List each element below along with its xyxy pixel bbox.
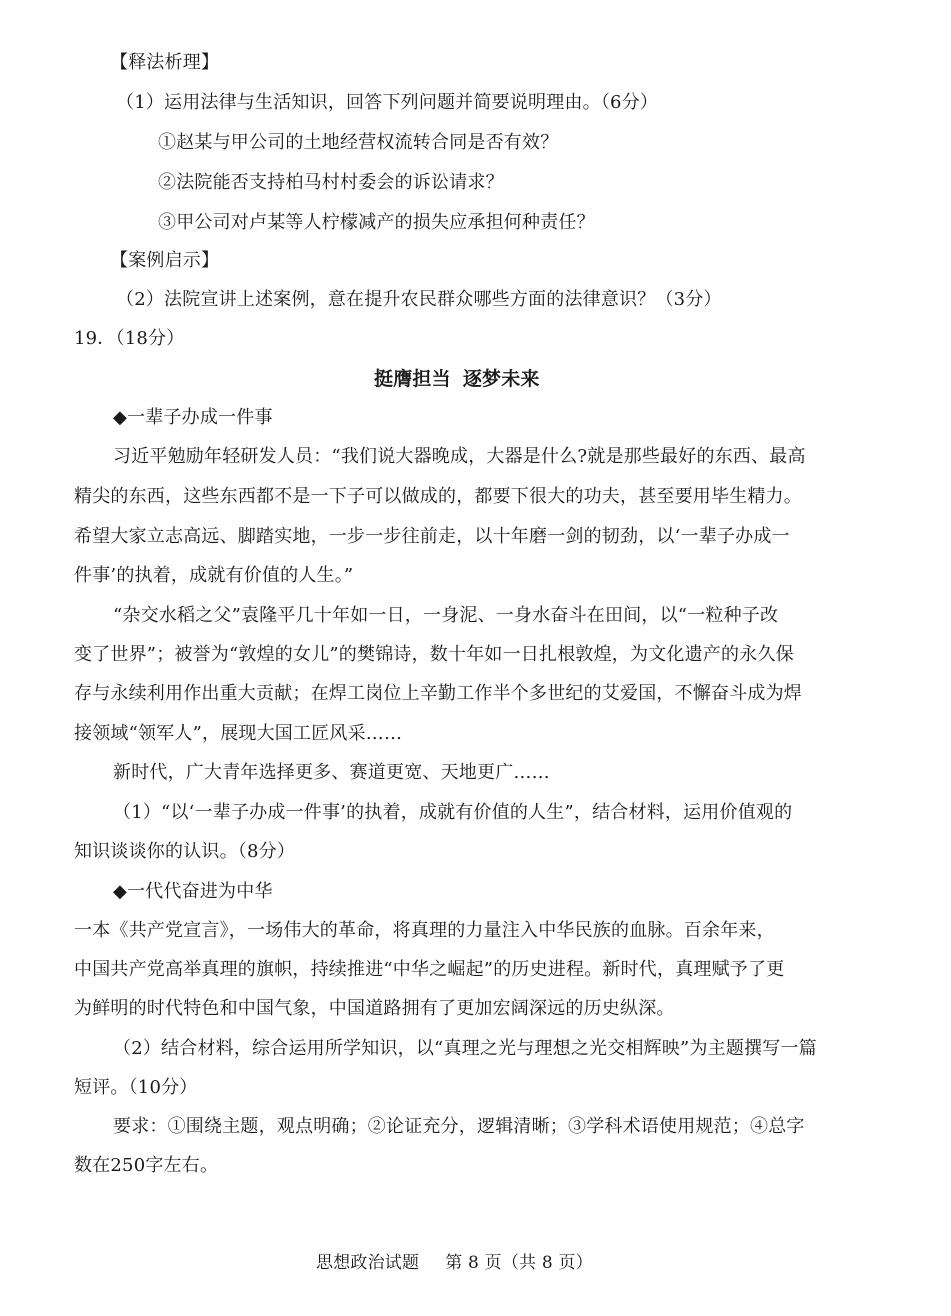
section-heading-law: 【释法析理】 <box>110 52 220 73</box>
question-19-part-1-line-2: 知识谈谈你的认识。（8分） <box>74 841 296 862</box>
question-19-part-2-line-1: （2）结合材料，综合运用所学知识，以“真理之光与理想之光交相辉映”为主题撰写一篇 <box>113 1038 817 1059</box>
question-number: 19． <box>74 328 116 349</box>
paragraph-4-line-3: 为鲜明的时代特色和中国气象，中国道路拥有了更加宏阔深远的历史纵深。 <box>74 998 675 1019</box>
sub-question-1: ①赵某与甲公司的土地经营权流转合同是否有效？ <box>158 132 559 153</box>
question-18-part-2: （2）法院宣讲上述案例，意在提升农民群众哪些方面的法律意识？（3分） <box>116 289 722 310</box>
subsection-heading-2: ◆一代代奋进为中华 <box>113 881 273 902</box>
paragraph-2-line-3: 存与永续利用作出重大贡献；在焊工岗位上辛勤工作半个多世纪的艾爱国，不懈奋斗成为焊 <box>74 683 802 704</box>
footer-page-number: 第 8 页（共 8 页） <box>445 1253 593 1273</box>
sub-question-3: ③甲公司对卢某等人柠檬减产的损失应承担何种责任？ <box>158 212 595 233</box>
paragraph-1-line-2: 精尖的东西，这些东西都不是一下子可以做成的，都要下很大的功夫，甚至要用毕生精力。 <box>74 486 802 507</box>
page-footer <box>316 1251 593 1275</box>
footer-subject: 思想政治试题 <box>316 1253 420 1273</box>
question-19-header <box>74 327 184 351</box>
question-19-part-1-line-1: （1）“以‘一辈子办成一件事’的执着，成就有价值的人生”，结合材料，运用价值观的 <box>113 802 793 823</box>
paragraph-4-line-1: 一本《共产党宣言》，一场伟大的革命，将真理的力量注入中华民族的血脉。百余年来， <box>74 920 775 941</box>
question-score: （18分） <box>115 328 185 349</box>
question-18-part-1: （1）运用法律与生活知识，回答下列问题并简要说明理由。（6分） <box>116 92 659 113</box>
paragraph-2-line-2: 变了世界”；被誉为“敦煌的女儿”的樊锦诗，数十年如一日扎根敦煌，为文化遗产的永久保 <box>74 644 794 665</box>
paragraph-2-line-4: 接领域“领军人”，展现大国工匠风采…… <box>74 723 403 744</box>
paragraph-4-line-2: 中国共产党高举真理的旗帜，持续推进“中华之崛起”的历史进程。新时代，真理赋予了更 <box>74 959 785 980</box>
paragraph-1-line-1: 习近平勉励年轻研发人员：“我们说大器晚成，大器是什么?就是那些最好的东西、最高 <box>113 446 806 467</box>
paragraph-1-line-4: 件事’的执着，成就有价值的人生。” <box>74 565 354 586</box>
paragraph-3: 新时代，广大青年选择更多、赛道更宽、天地更广…… <box>113 762 550 783</box>
question-19-part-2-line-2: 短评。（10分） <box>74 1077 198 1098</box>
requirements-line-1: 要求：①围绕主题，观点明确；②论证充分，逻辑清晰；③学科术语使用规范；④总字 <box>113 1116 805 1137</box>
paragraph-1-line-3: 希望大家立志高远、脚踏实地，一步一步往前走，以十年磨一剑的韧劲，以‘一辈子办成一 <box>74 526 790 547</box>
paragraph-2-line-1: “杂交水稻之父”袁隆平几十年如一日，一身泥、一身水奋斗在田间，以“一粒种子改 <box>113 605 779 626</box>
material-title <box>374 367 540 391</box>
subsection-heading-1: ◆一辈子办成一件事 <box>113 407 273 428</box>
material-title-part-a: 挺膺担当 <box>374 368 451 390</box>
material-title-part-b: 逐梦未来 <box>462 368 540 390</box>
section-heading-case: 【案例启示】 <box>110 250 220 271</box>
requirements-line-2: 数在250字左右。 <box>74 1155 219 1176</box>
sub-question-2: ②法院能否支持柏马村村委会的诉讼请求？ <box>158 172 504 193</box>
